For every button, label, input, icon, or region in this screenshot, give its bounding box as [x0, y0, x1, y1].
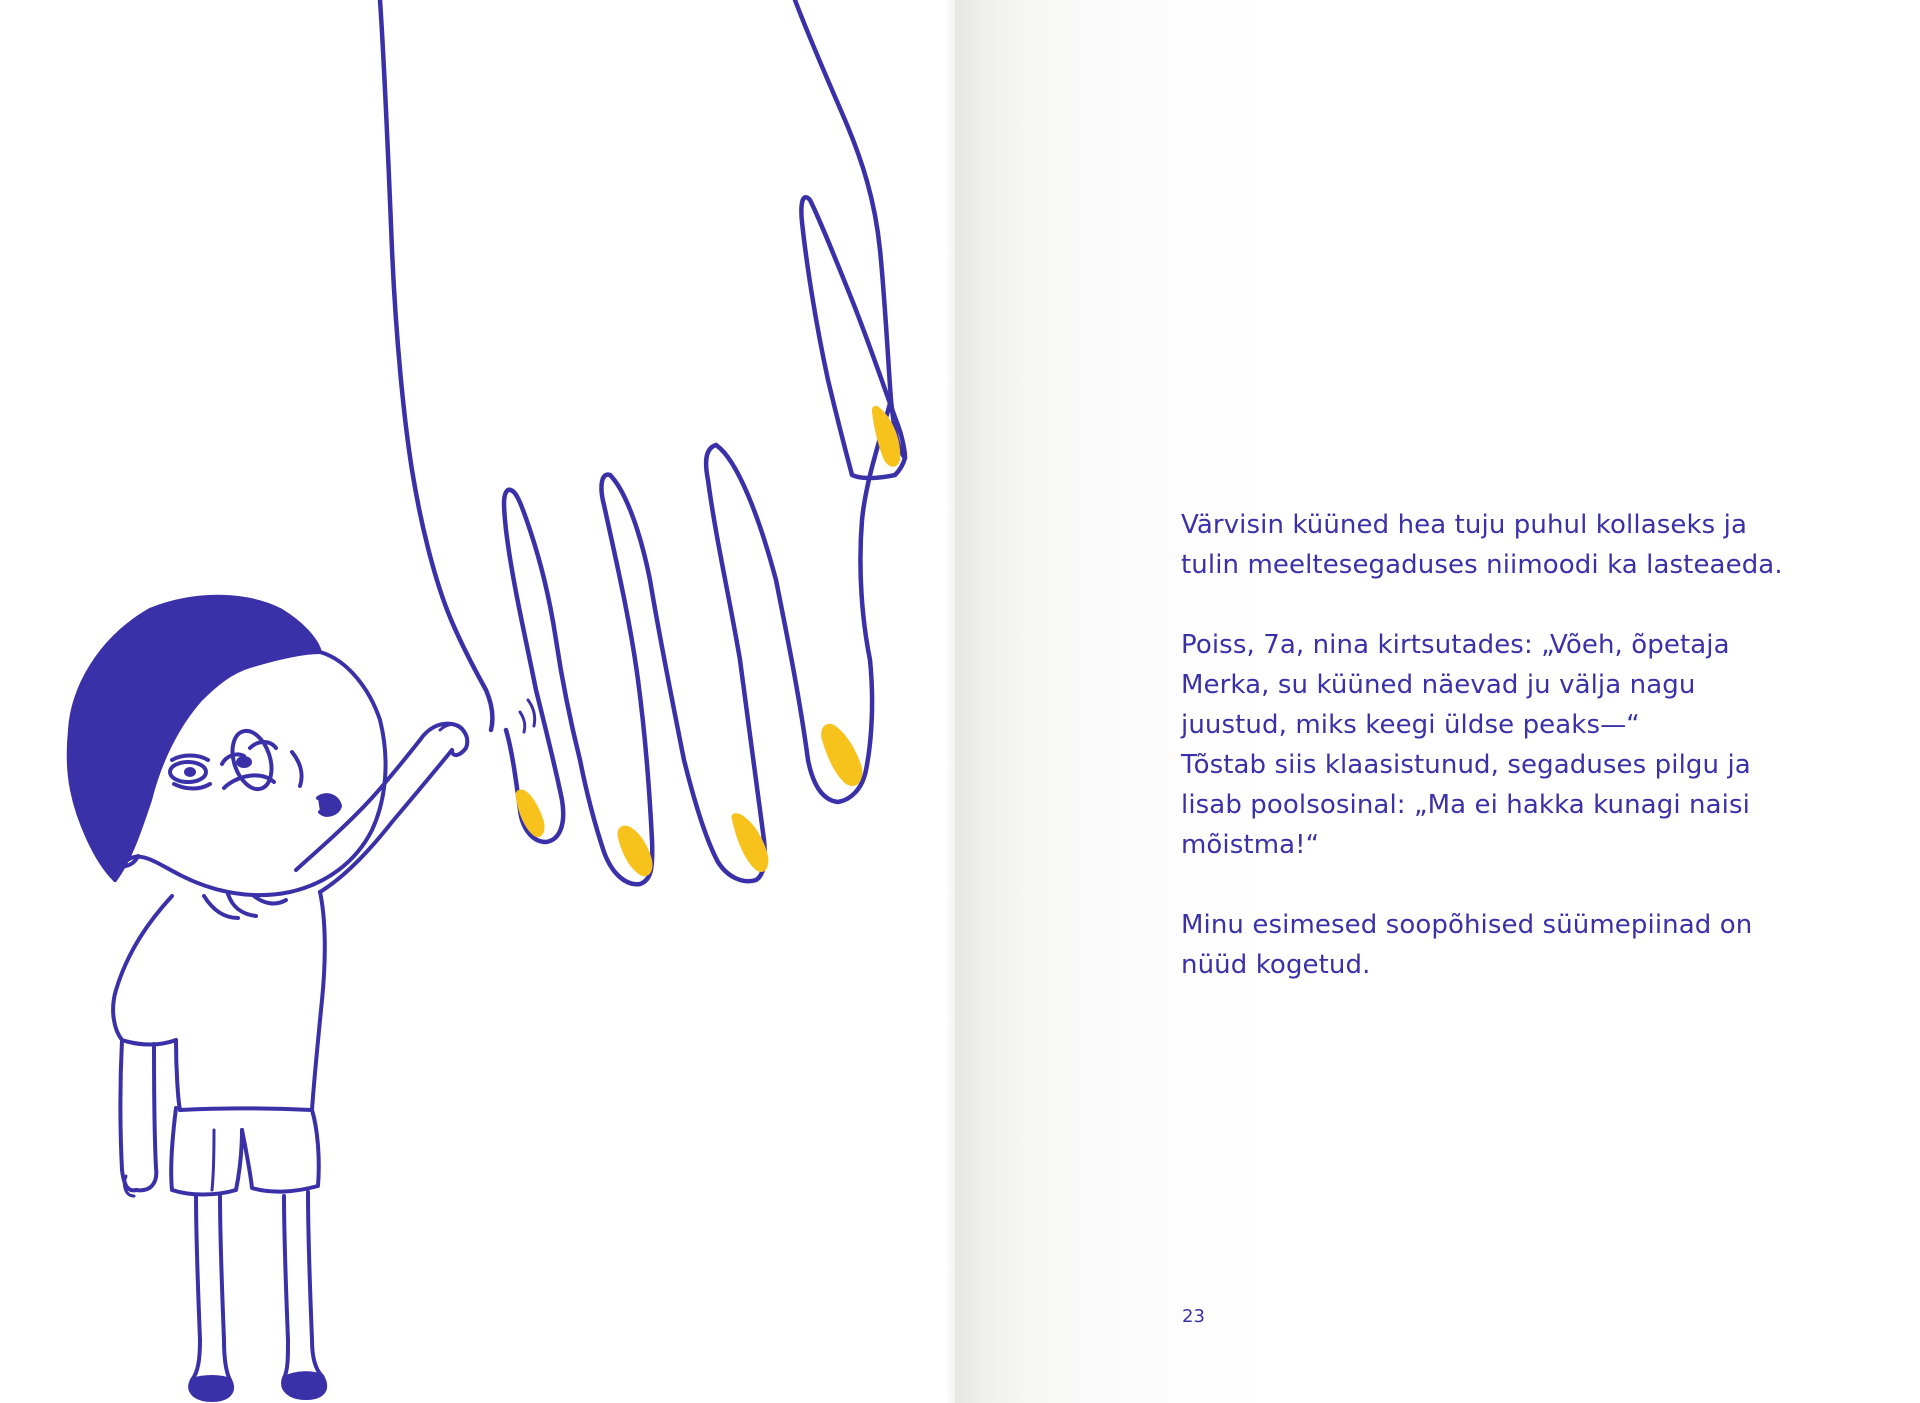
text-line: mõistma!“ — [1181, 830, 1320, 860]
paragraph-3 — [1181, 905, 1781, 985]
text-line: Poiss, 7a, nina kirtsutades: „Võeh, õpetaja — [1181, 630, 1730, 660]
left-page — [0, 0, 955, 1403]
text-line: Tõstab siis klaasistunud, segaduses pilgu ja — [1181, 750, 1751, 780]
story-text — [1181, 505, 1781, 1025]
text-line: juustud, miks keegi üldse peaks—“ — [1181, 710, 1640, 740]
text-line: lisab poolsosinal: „Ma ei hakka kunagi naisi — [1181, 790, 1750, 820]
text-line: Värvisin küüned hea tuju puhul kollaseks ja — [1181, 510, 1747, 540]
text-line: nüüd kogetud. — [1181, 950, 1371, 980]
text-line: Minu esimesed soopõhised süümepiinad on — [1181, 910, 1753, 940]
illustration — [0, 0, 955, 1403]
boy-figure — [69, 597, 468, 1400]
paragraph-1 — [1181, 505, 1781, 585]
paragraph-2 — [1181, 625, 1781, 865]
page-number: 23 — [1182, 1306, 1205, 1327]
text-line: tulin meeltesegaduses niimoodi ka lasteaeda. — [1181, 550, 1783, 580]
text-line: Merka, su küüned näevad ju välja nagu — [1181, 670, 1696, 700]
